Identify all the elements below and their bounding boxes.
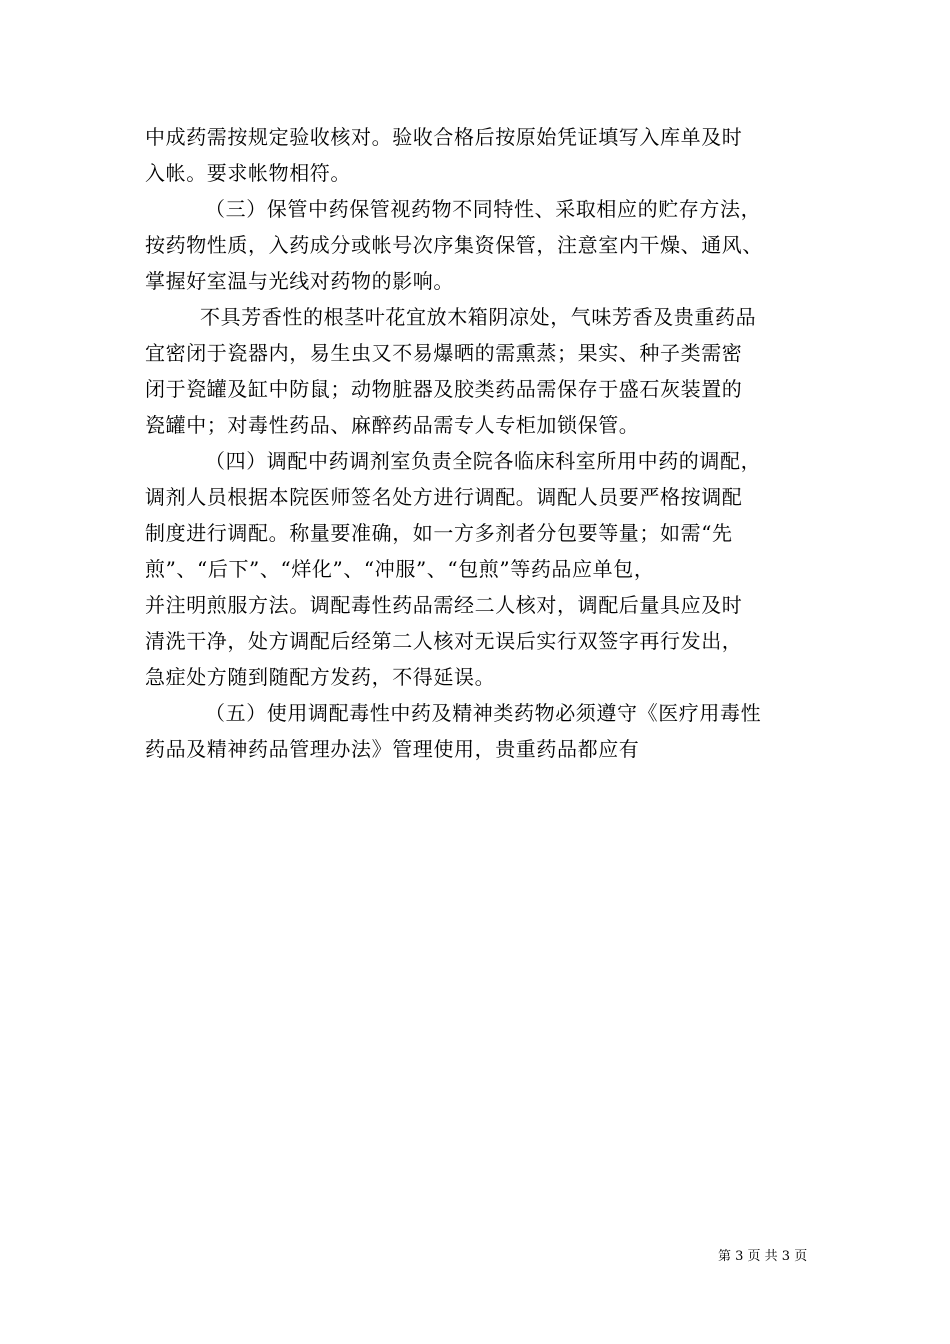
text-line: 入帐。要求帐物相符。 [145, 161, 351, 185]
text-line: 按药物性质，入药成分或帐号次序集资保管，注意室内干燥、通风、 [145, 233, 763, 257]
text-line: 中成药需按规定验收核对。验收合格后按原始凭证填写入库单及时 [145, 125, 743, 149]
text-line: 瓷罐中；对毒性药品、麻醉药品需专人专柜加锁保管。 [145, 413, 640, 437]
text-line: 急症处方随到随配方发药，不得延误。 [145, 665, 496, 689]
text-line: 闭于瓷罐及缸中防鼠；动物脏器及胶类药品需保存于盛石灰装置的 [145, 377, 743, 401]
text-line: 清洗干净，处方调配后经第二人核对无误后实行双签字再行发出， [145, 629, 743, 653]
text-line: 宜密闭于瓷器内，易生虫又不易爆晒的需熏蒸；果实、种子类需密 [145, 341, 743, 365]
text-line: 煎”、“后下”、“烊化”、“冲服”、“包煎”等药品应单包， [145, 557, 655, 581]
text-line: 制度进行调配。称量要准确，如一方多剂者分包要等量；如需“先 [145, 521, 733, 545]
text-line: （五）使用调配毒性中药及精神类药物必须遵守《医疗用毒性 [205, 701, 762, 725]
text-line: 调剂人员根据本院医师签名处方进行调配。调配人员要严格按调配 [145, 485, 743, 509]
text-line: 药品及精神药品管理办法》管理使用，贵重药品都应有 [145, 737, 640, 761]
text-line: 掌握好室温与光线对药物的影响。 [145, 269, 454, 293]
text-line: 并注明煎服方法。调配毒性药品需经二人核对，调配后量具应及时 [145, 593, 743, 617]
document-body [145, 119, 825, 767]
page-number-footer: 第 3 页 共 3 页 [718, 1249, 808, 1264]
text-line: 不具芳香性的根茎叶花宜放木箱阴凉处，气味芳香及贵重药品 [200, 305, 757, 329]
text-line: （三）保管中药保管视药物不同特性、采取相应的贮存方法， [205, 197, 762, 221]
text-line: （四）调配中药调剂室负责全院各临床科室所用中药的调配， [205, 449, 762, 473]
